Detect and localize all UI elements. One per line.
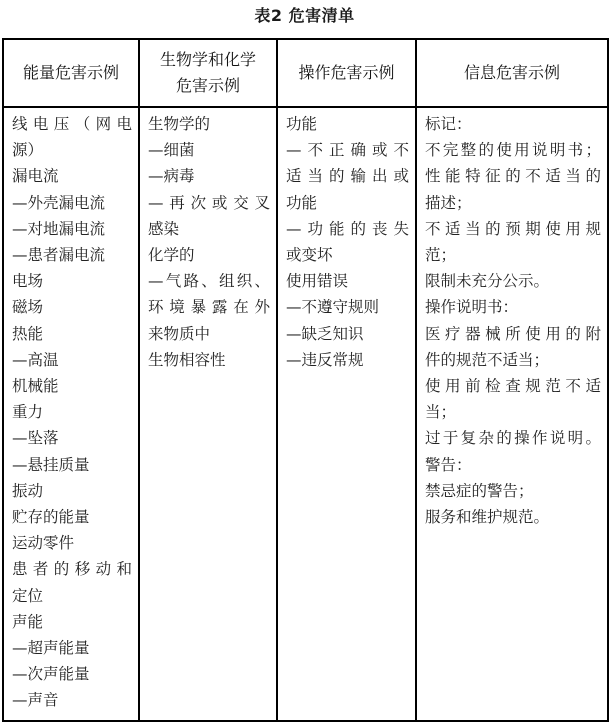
- list-item: 电场: [12, 272, 44, 291]
- list-item: 患者的移动和: [12, 560, 132, 579]
- list-item: 或变坏: [286, 246, 333, 265]
- list-item: —声音: [12, 691, 59, 710]
- list-item: —悬挂质量: [12, 455, 90, 474]
- list-item: —违反常规: [286, 350, 364, 369]
- table-body-row: [3, 107, 608, 721]
- list-item: 过于复杂的操作说明。: [425, 429, 601, 448]
- list-item: 漏电流: [12, 167, 59, 186]
- header-energy-hazards: 能量危害示例: [3, 39, 139, 107]
- header-information-hazards: 信息危害示例: [416, 39, 608, 107]
- list-item: 运动零件: [12, 534, 75, 553]
- list-item: 使用前检查规范不适: [425, 377, 601, 396]
- list-item: 操作说明书：: [425, 298, 519, 317]
- cell-information-hazards: [416, 107, 608, 721]
- list-item: 振动: [12, 481, 44, 500]
- cell-operational-hazards: [277, 107, 416, 721]
- list-item: —外壳漏电流: [12, 193, 106, 212]
- cell-bio-chem-hazards: [139, 107, 277, 721]
- list-item: —细菌: [148, 141, 195, 160]
- list-item: 件的规范不适当；: [425, 350, 550, 369]
- list-item: —不遵守规则: [286, 298, 380, 317]
- list-item: —高温: [12, 350, 59, 369]
- list-item: 医疗器械所使用的附: [425, 324, 601, 343]
- list-item: 当；: [425, 403, 457, 422]
- table-header-row: [3, 39, 608, 107]
- list-item: —对地漏电流: [12, 219, 106, 238]
- list-item: 生物学的: [148, 115, 211, 133]
- list-item: 功能: [286, 193, 318, 212]
- list-item: 不完整的使用说明书；: [425, 141, 601, 160]
- cell-energy-hazards: [3, 107, 139, 721]
- list-item: 贮存的能量: [12, 508, 90, 527]
- list-item: 范；: [425, 246, 457, 265]
- list-item: 化学的: [148, 246, 195, 265]
- list-item: 来物质中: [148, 324, 211, 343]
- list-item: —病毒: [148, 167, 195, 186]
- list-item: 磁场: [12, 298, 44, 317]
- list-item: 机械能: [12, 377, 59, 396]
- list-item: —气路、组织、: [148, 272, 270, 291]
- list-item: —功能的丧失: [286, 219, 409, 238]
- list-item: 服务和维护规范。: [425, 508, 550, 527]
- list-item: 性能特征的不适当的: [425, 167, 601, 186]
- list-item: 不适当的预期使用规: [425, 219, 601, 238]
- list-item: —不正确或不: [286, 141, 409, 160]
- header-bio-chem-hazards: 生物学和化学 危害示例: [139, 39, 277, 107]
- list-item: 线电压（网电: [12, 115, 132, 133]
- list-item: 声能: [12, 612, 44, 631]
- list-item: 热能: [12, 324, 44, 343]
- list-item: —次声能量: [12, 665, 90, 684]
- header-operational-hazards: 操作危害示例: [277, 39, 416, 107]
- list-item: 标记：: [425, 115, 472, 133]
- list-item: 功能: [286, 115, 318, 133]
- list-item: —超声能量: [12, 639, 90, 658]
- list-item: —坠落: [12, 429, 59, 448]
- list-item: 警告：: [425, 455, 472, 474]
- list-item: 源）: [12, 141, 44, 160]
- list-item: —患者漏电流: [12, 246, 106, 265]
- list-item: 重力: [12, 403, 44, 422]
- list-item: 定位: [12, 586, 44, 605]
- list-item: 使用错误: [286, 272, 349, 291]
- list-item: 禁忌症的警告；: [425, 481, 534, 500]
- list-item: 适当的输出或: [286, 167, 409, 186]
- list-item: —再次或交叉: [148, 193, 270, 212]
- list-item: 感染: [148, 219, 180, 238]
- list-item: 环境暴露在外: [148, 298, 270, 317]
- list-item: 生物相容性: [148, 350, 226, 369]
- table-title: 表2 危害清单: [254, 6, 355, 25]
- hazard-list-table: [2, 38, 609, 722]
- list-item: 限制未充分公示。: [425, 272, 550, 291]
- list-item: 描述；: [425, 193, 472, 212]
- list-item: —缺乏知识: [286, 324, 364, 343]
